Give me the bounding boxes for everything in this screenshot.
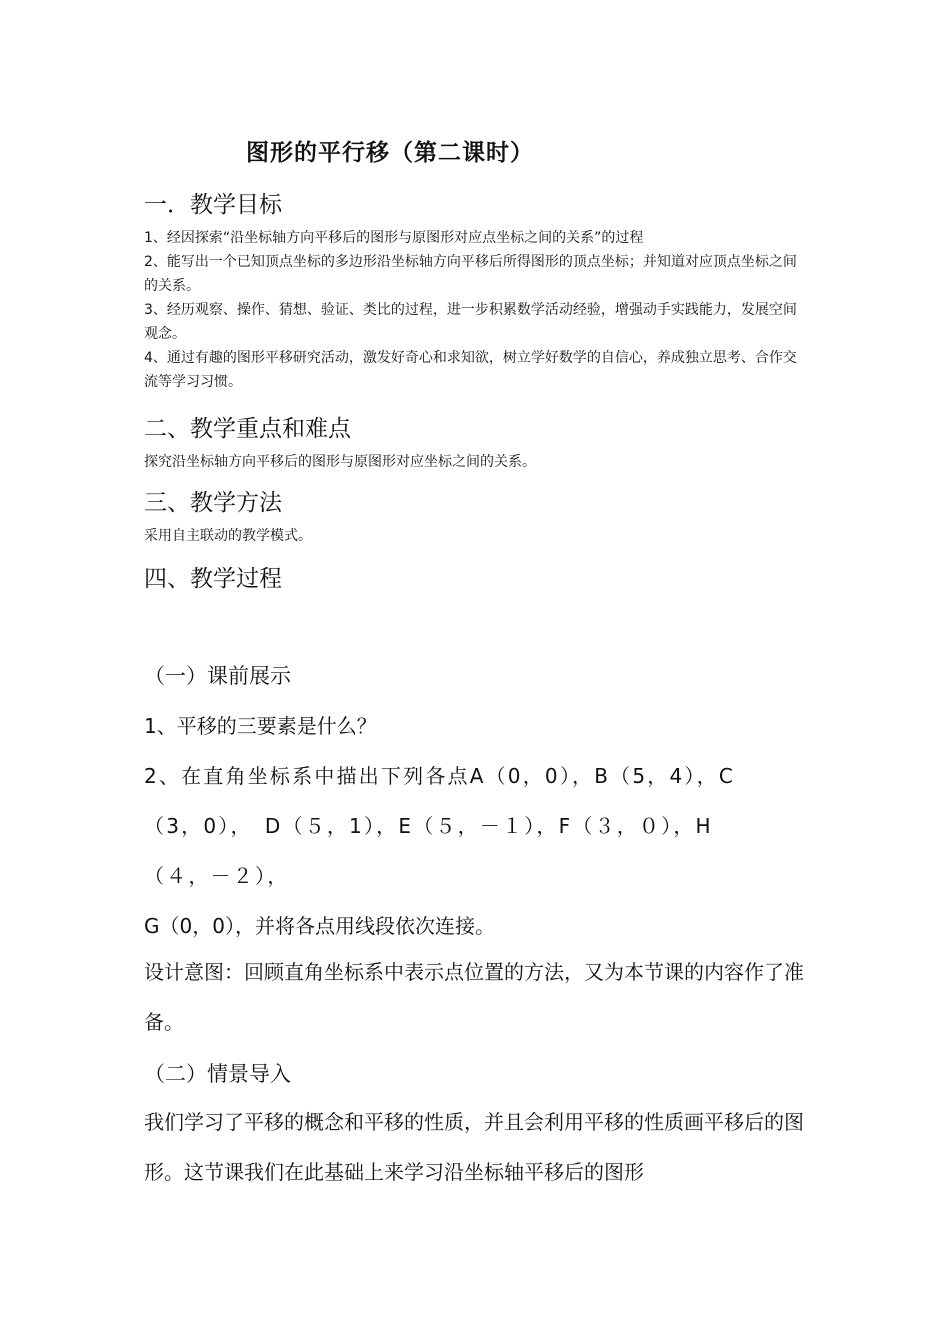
- question-2-line-4: G（0，0），并将各点用线段依次连接。: [144, 914, 495, 938]
- question-2-line-1: 2、在直角坐标系中描出下列各点A（0，0），B（5，4），C: [144, 764, 735, 788]
- objective-item: 3、经历观察、操作、猜想、验证、类比的过程，进一步积累数学活动经验，增强动手实践能力，发展空间观念。: [144, 302, 797, 342]
- question-2-line-3: （４，－２），: [144, 864, 290, 888]
- section-heading-key-points: 二、教学重点和难点: [144, 416, 351, 442]
- design-intent: 设计意图：回顾直角坐标系中表示点位置的方法，又为本节课的内容作了准备。: [144, 960, 804, 1034]
- section-heading-process: 四、教学过程: [144, 566, 282, 592]
- key-points-text: 探究沿坐标轴方向平移后的图形与原图形对应坐标之间的关系。: [144, 454, 536, 470]
- part2-text: 我们学习了平移的概念和平移的性质，并且会利用平移的性质画平移后的图形。这节课我们在此基础上来学习沿坐标轴平移后的图形: [144, 1110, 804, 1184]
- question-2-line-2: （3，0）， D（５，1），E（５，－１），F（３，０），H: [144, 814, 713, 838]
- question-1: 1、平移的三要素是什么？: [144, 714, 377, 738]
- objective-item: 1、经因探索“沿坐标轴方向平移后的图形与原图形对应点坐标之间的关系”的过程: [144, 230, 644, 246]
- objective-item: 4、通过有趣的图形平移研究活动，激发好奇心和求知欲，树立学好数学的自信心，养成独立思考、合作交流等学习习惯。: [144, 350, 797, 390]
- objectives-list: [144, 226, 809, 394]
- section-heading-objectives: 一．教学目标: [144, 192, 282, 218]
- document-title: 图形的平行移（第二课时）: [246, 140, 534, 166]
- part2-heading: （二）情景导入: [144, 1062, 291, 1086]
- methods-text: 采用自主联动的教学模式。: [144, 528, 312, 544]
- section-heading-methods: 三、教学方法: [144, 490, 282, 516]
- objective-item: 2、能写出一个已知顶点坐标的多边形沿坐标轴方向平移后所得图形的顶点坐标；并知道对应顶点坐标之间的关系。: [144, 254, 797, 294]
- part1-heading: （一）课前展示: [144, 664, 291, 688]
